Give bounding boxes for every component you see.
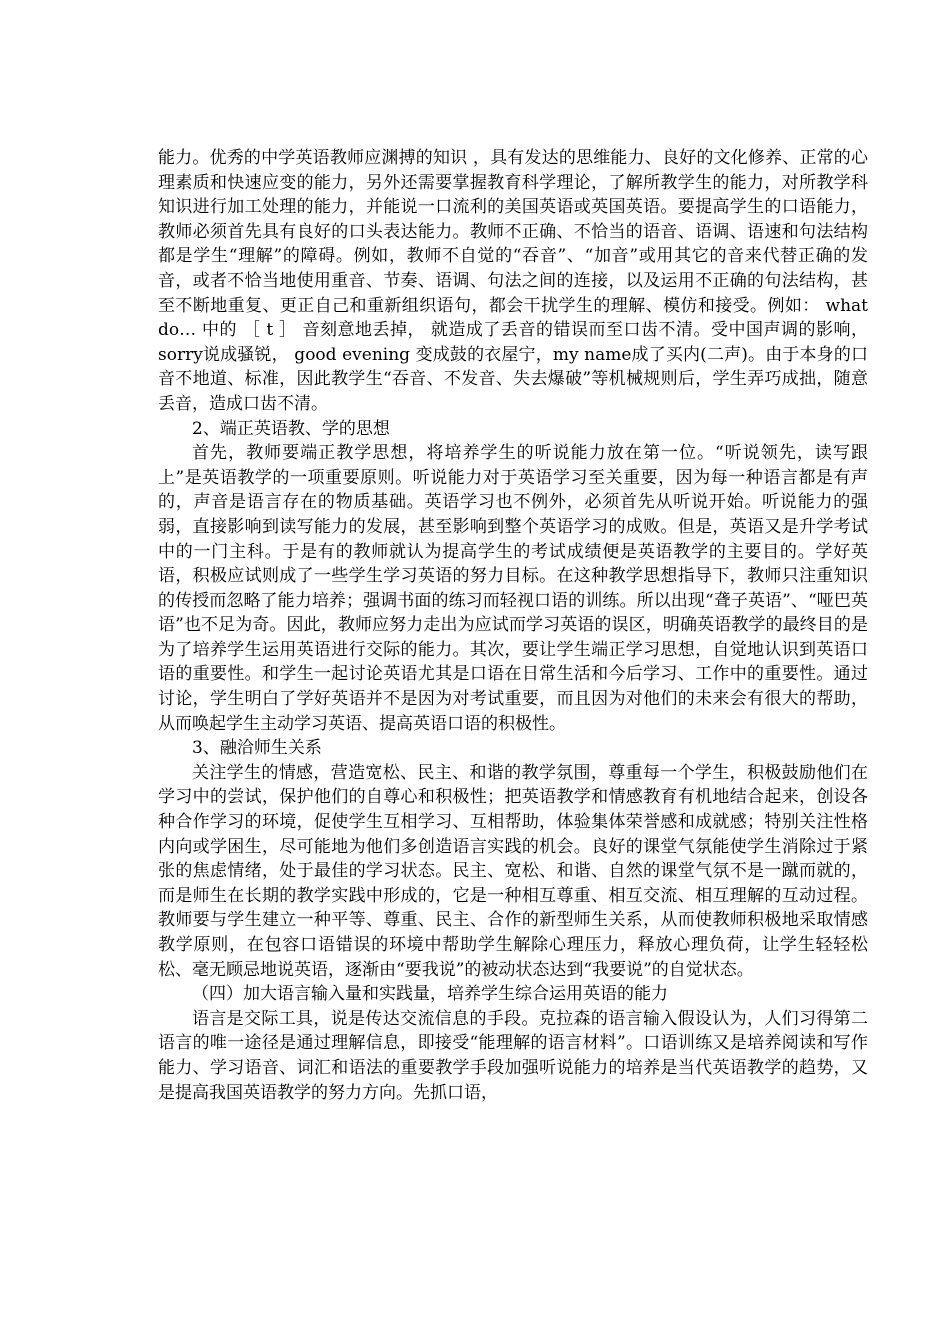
section-heading-correct-thinking: 2、端正英语教、学的思想	[192, 418, 390, 439]
paragraph-teacher-pronunciation: 能力。优秀的中学英语教师应渊搏的知识 ，具有发达的思维能力、良好的文化修养、正常的心理素质和快速应变的能力，另外还需要掌握教育科学理论，了解所教学生的能力，对所教学科知识进行加工处理的能力，并能说一口流利的美国英语或英国英语。要提高学生的口语能力，教师必须首先具有良好的口头表达能力。教师不正确、不恰当的语音、语调、语速和句法结构都是学生“理解”的障碍。例如，教师不自觉的“吞音”、“加音”或用其它的音来代替正确的发音，或者不恰当地使用重音、节奏、语调、句法之间的连接，以及运用不正确的句法结构，甚至不断地重复、更正自己和重新组织语句，都会干扰学生的理解、模仿和接受。例如： what do… 中的 ［ t ］ 音刻意地丢掉， 就造成了丢音的错误而至口齿不清。受中国声调的影响，sorry说成骚锐， good evening 变成鼓的衣屋宁，my name成了买内(二声)。由于本身的口音不地道、标准，因此教学生“吞音、不发音、失去爆破”等机械规则后，学生弄巧成拙，随意丢音，造成口齿不清。	[158, 148, 868, 414]
paragraph-language-input: 语言是交际工具，说是传达交流信息的手段。克拉森的语言输入假设认为，人们习得第二语言的唯一途径是通过理解信息，即接受“能理解的语言材料”。口语训练又是培养阅读和写作能力、学习语音、词汇和语法的重要教学手段加强听说能力的培养是当代英语教学的趋势，又是提高我国英语教学的努力方向。先抓口语，	[158, 1008, 868, 1103]
section-heading-language-input: （四）加大语言输入量和实践量，培养学生综合运用英语的能力	[192, 984, 668, 1005]
paragraph-classroom-atmosphere: 关注学生的情感，营造宽松、民主、和谐的教学氛围，尊重每一个学生，积极鼓励他们在学习中的尝试，保护他们的自尊心和积极性；把英语教学和情感教育有机地结合起来，创设各种合作学习的环境，促使学生互相学习、互相帮助，体验集体荣誉感和成就感；特别关注性格内向或学困生，尽可能地为他们多创造语言实践的机会。良好的课堂气氛能使学生消除过于紧张的焦虑情绪，处于最佳的学习状态。民主、宽松、和谐、自然的课堂气氛不是一蹴而就的，而是师生在长期的教学实践中形成的，它是一种相互尊重、相互交流、相互理解的互动过程。教师要与学生建立一种平等、尊重、民主、合作的新型师生关系，从而使教师积极地采取情感教学原则，在包容口语错误的环境中帮助学生解除心理压力，释放心理负荷，让学生轻轻松松、毫无顾忌地说英语，逐渐由“要我说”的被动状态达到“我要说”的自觉状态。	[158, 762, 868, 980]
section-heading-teacher-student-relation: 3、融洽师生关系	[192, 738, 322, 759]
paragraph-teaching-thinking: 首先，教师要端正教学思想，将培养学生的听说能力放在第一位。“听说领先，读写跟上”是英语教学的一项重要原则。听说能力对于英语学习至关重要，因为每一种语言都是有声的，声音是语言存在的物质基础。英语学习也不例外，必须首先从听说开始。听说能力的强弱，直接影响到读写能力的发展，甚至影响到整个英语学习的成败。但是，英语又是升学考试中的一门主科。于是有的教师就认为提高学生的考试成绩便是英语教学的主要目的。学好英语，积极应试则成了一些学生学习英语的努力目标。在这种教学思想指导下，教师只注重知识的传授而忽略了能力培养；强调书面的练习而轻视口语的训练。所以出现“聋子英语”、“哑巴英语”也不足为奇。因此，教师应努力走出为应试而学习英语的误区，明确英语教学的最终目的是为了培养学生运用英语进行交际的能力。其次，要让学生端正学习思想，自觉地认识到英语口语的重要性。和学生一起讨论英语尤其是口语在日常生活和今后学习、工作中的重要性。通过讨论，学生明白了学好英语并不是因为对考试重要，而且因为对他们的未来会有很大的帮助，从而唤起学生主动学习英语、提高英语口语的积极性。	[158, 443, 868, 734]
document-page	[158, 146, 868, 1105]
